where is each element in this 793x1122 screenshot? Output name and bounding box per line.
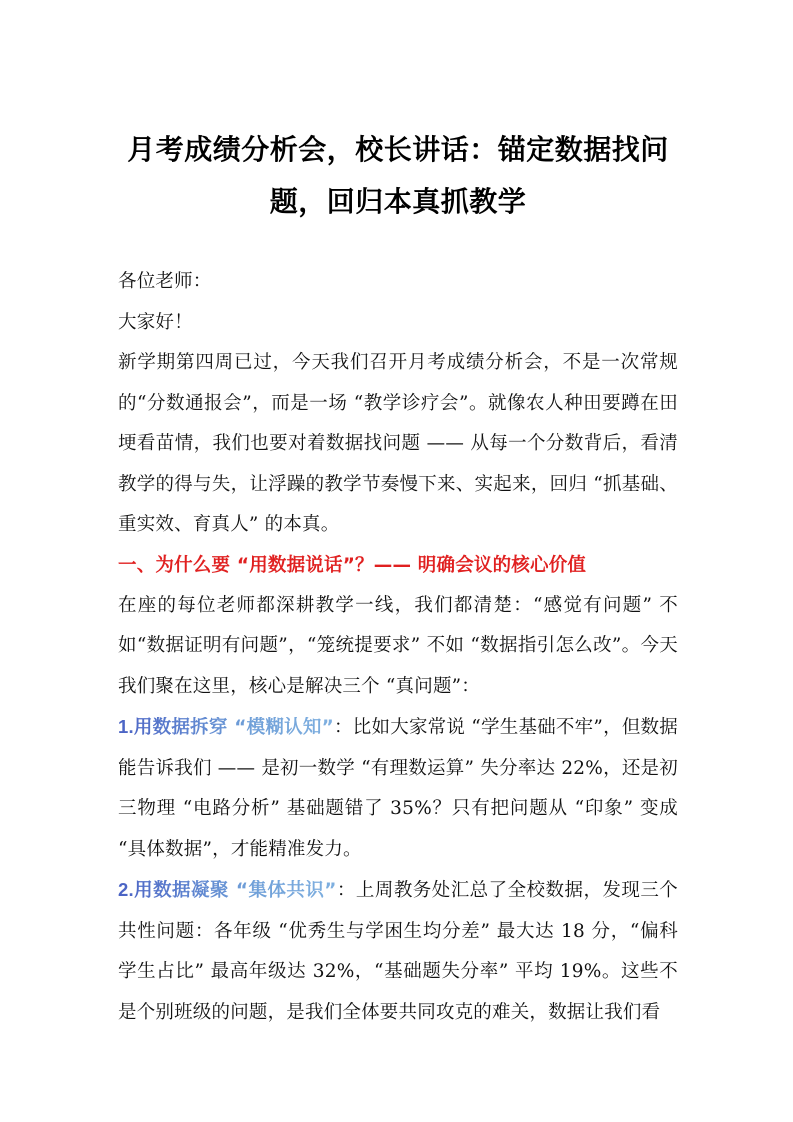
point-1-text: 比如大家常说 “学生基础不牢”，但数据能告诉我们 —— 是初一数学 “有理数运算” 失分率达 22%，还是初三物理 “电路分析” 基础题错了 35%？只有把问题从 “印象” 变成 “具体数据”，才能精准发力。 — [118, 717, 678, 860]
point-1-separator: ： — [333, 717, 353, 738]
point-2-separator: ： — [336, 880, 356, 901]
document-page — [118, 0, 678, 1033]
salutation: 各位老师： — [118, 271, 212, 292]
title-line-1: 月考成绩分析会，校长讲话：锚定数据找问 — [127, 133, 669, 166]
point-2-text: 上周教务处汇总了全校数据，发现三个共性问题：各年级 “优秀生与学困生均分差” 最大达 18 分，“偏科学生占比” 最高年级达 32%，“基础题失分率” 平均 19%。这些不是个别班级的问题，是我们全体要共同攻克的难关，数据让我们看 — [118, 880, 678, 1023]
point-1-heading — [118, 717, 334, 738]
point-2 — [118, 870, 678, 1033]
point-2-heading — [118, 880, 337, 901]
title-line-2: 题，回归本真抓教学 — [269, 185, 527, 218]
intro-paragraph: 新学期第四周已过，今天我们召开月考成绩分析会，不是一次常规的“分数通报会”，而是一场 “教学诊疗会”。就像农人种田要蹲在田埂看苗情，我们也要对着数据找问题 —— 从每一个分数背后，看清教学的得与失，让浮躁的教学节奏慢下来、实起来，回归 “抓基础、重实效、育真人” 的本真。 — [118, 352, 678, 535]
point-1 — [118, 707, 678, 870]
point-2-index: 2. — [118, 879, 134, 900]
section-1-paragraph: 在座的每位老师都深耕教学一线，我们都清楚：“感觉有问题” 不如“数据证明有问题”，“笼统提要求” 不如 “数据指引怎么改”。今天我们聚在这里，核心是解决三个 “真问题”： — [118, 594, 678, 697]
document-body — [118, 262, 678, 1033]
point-1-heading-text: 用数据拆穿 “模糊认知” — [133, 717, 334, 738]
greeting: 大家好！ — [118, 311, 193, 333]
point-2-heading-text: 用数据凝聚 “集体共识” — [133, 880, 337, 901]
document-title — [118, 0, 678, 228]
section-1-heading: 一、为什么要 “用数据说话”？—— 明确会议的核心价值 — [118, 554, 587, 576]
point-1-index: 1. — [118, 716, 134, 737]
